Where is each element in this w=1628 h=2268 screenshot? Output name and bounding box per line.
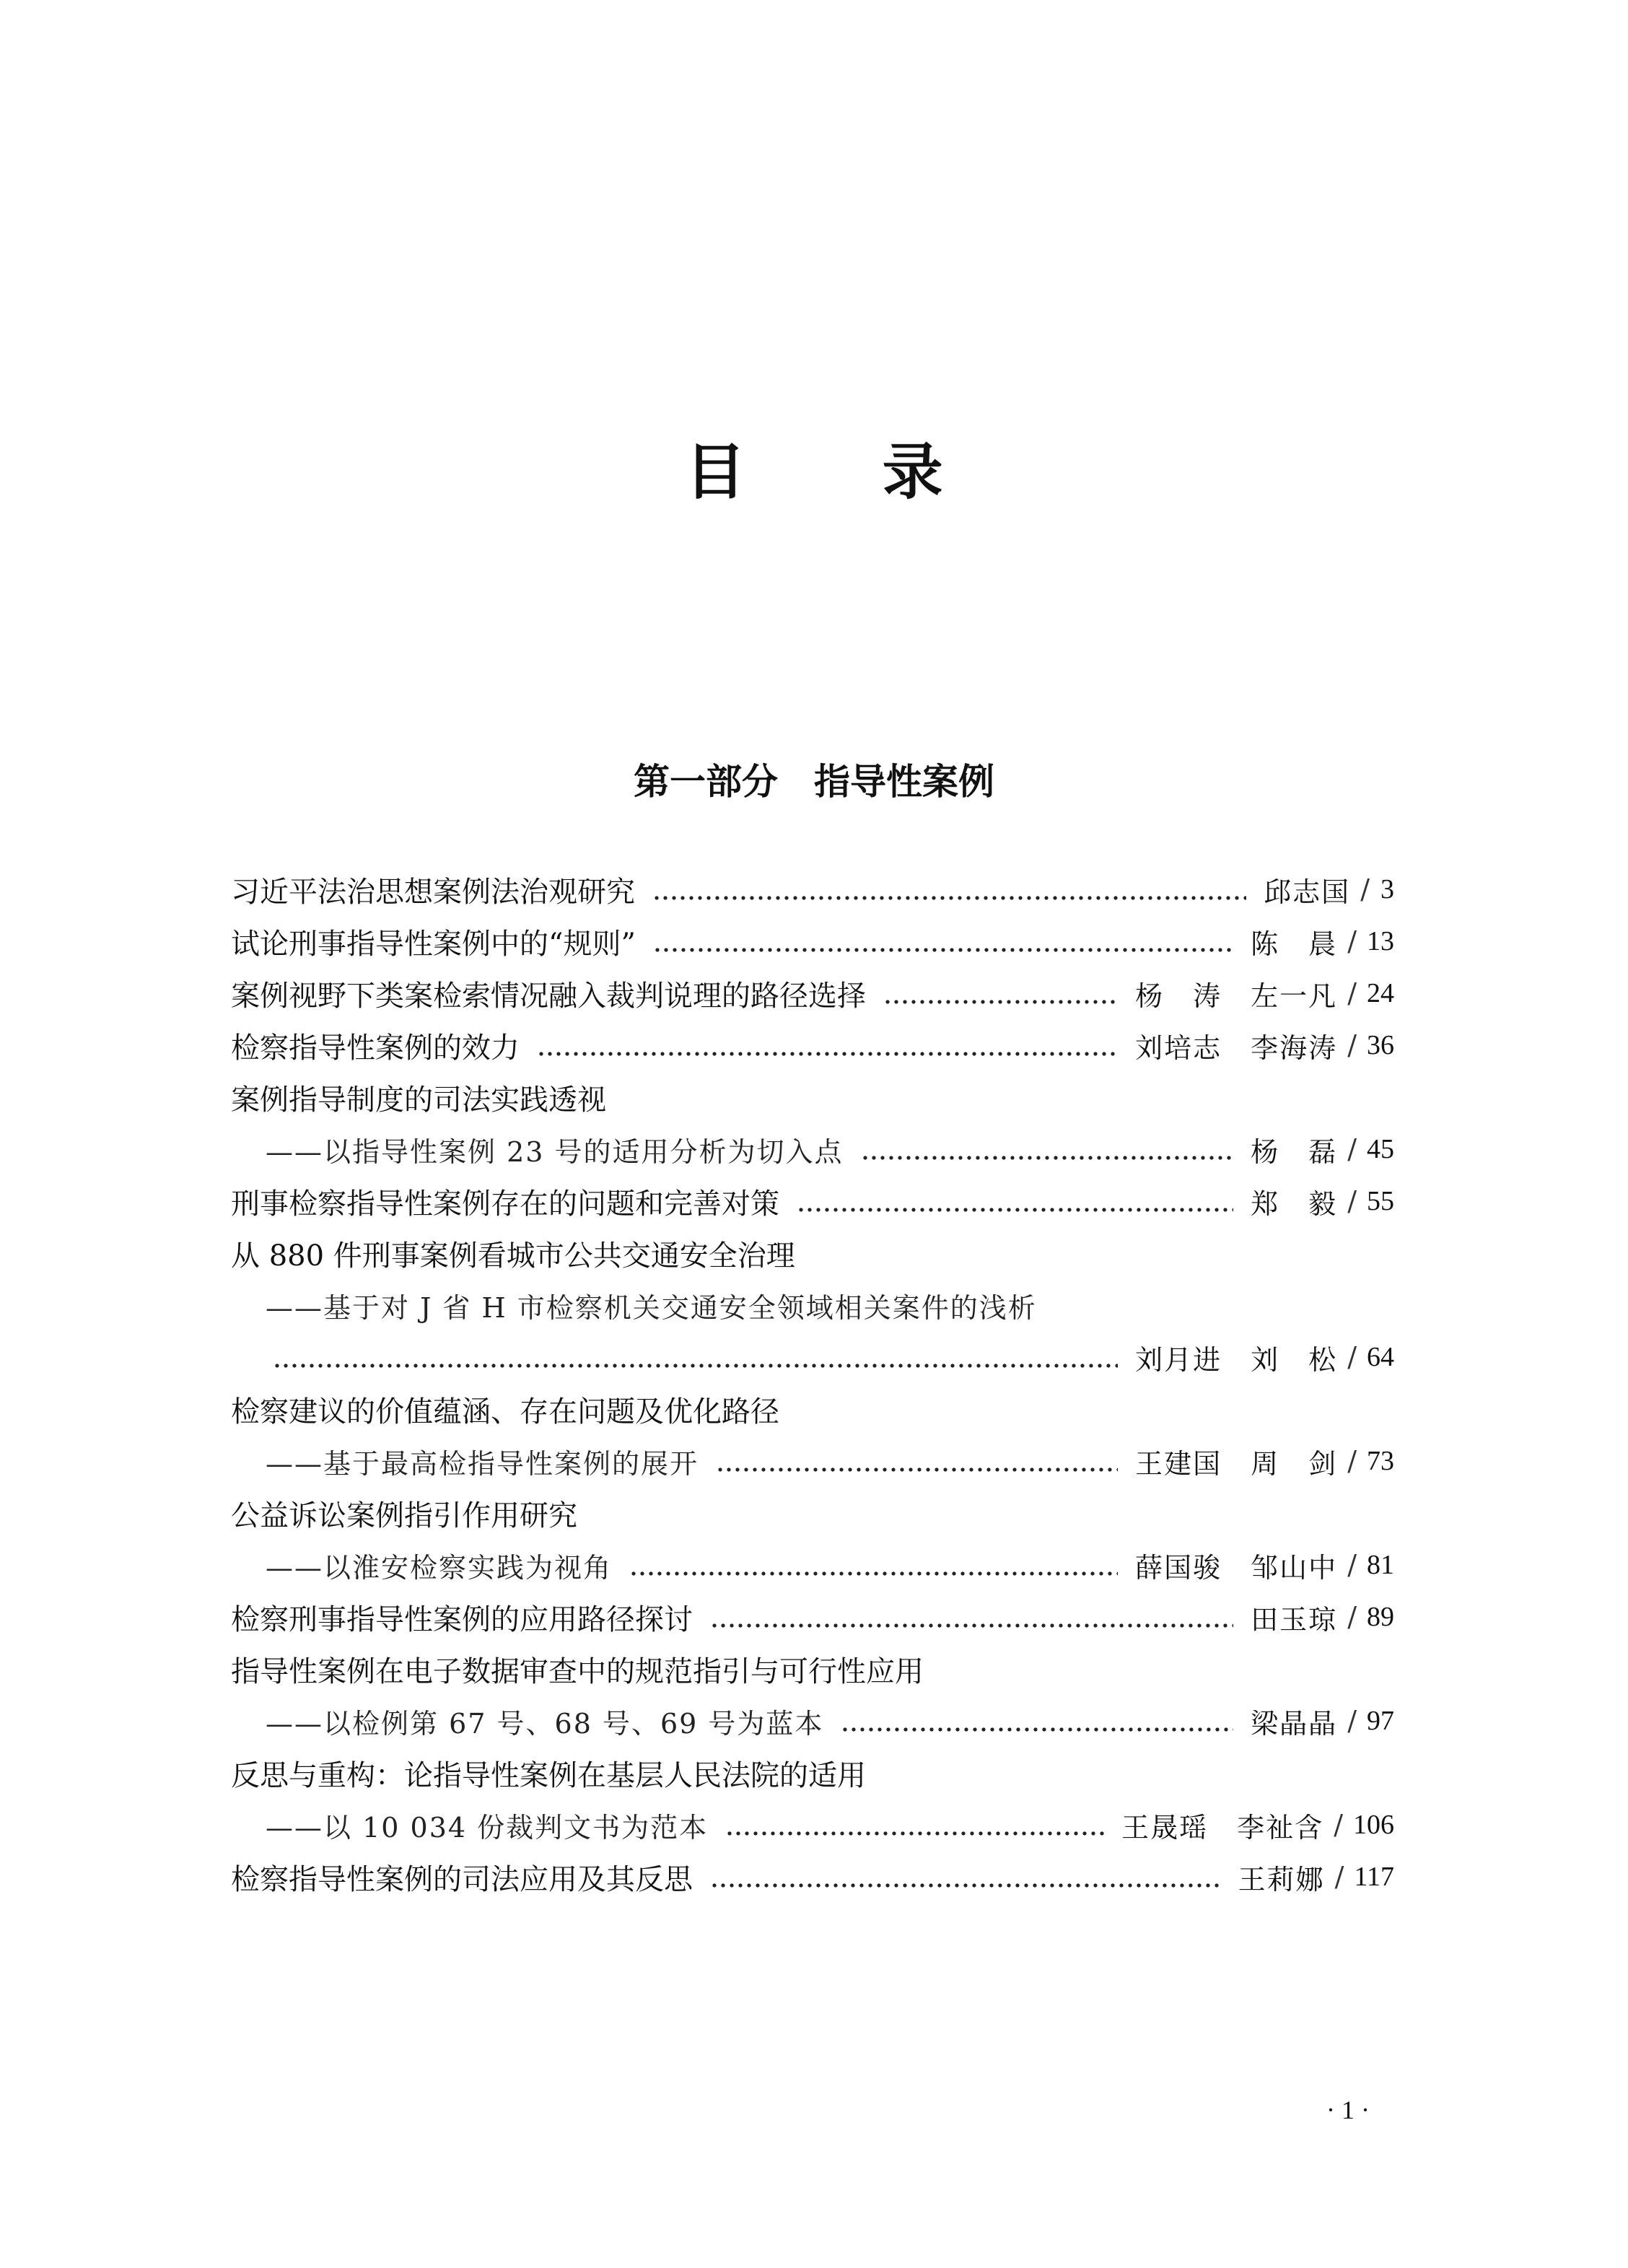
toc-entry-subtitle: ——以指导性案例 23 号的适用分析为切入点 xyxy=(266,1135,844,1168)
toc-entry-author: 梁晶晶 xyxy=(1251,1707,1338,1740)
toc-entry-page: 81 xyxy=(1367,1550,1394,1580)
dot-leader xyxy=(716,1447,1118,1475)
toc-separator: / xyxy=(1360,873,1370,905)
toc-entry-title: 反思与重构：论指导性案例在基层人民法院的适用 xyxy=(231,1758,866,1792)
toc-entry[interactable] xyxy=(231,1383,1394,1435)
toc-entry[interactable] xyxy=(231,1851,1394,1903)
toc-entry-page: 106 xyxy=(1353,1810,1394,1840)
toc-entry-author: 杨 磊 xyxy=(1251,1135,1338,1168)
toc-entry-author: 田玉琼 xyxy=(1251,1603,1338,1636)
toc-entry-page: 45 xyxy=(1367,1134,1394,1164)
toc-separator: / xyxy=(1347,1133,1357,1165)
toc-entry-subtitle: ——基于最高检指导性案例的展开 xyxy=(266,1447,699,1480)
toc-entry-subtitle: ——以淮安检察实践为视角 xyxy=(266,1551,613,1584)
table-of-contents xyxy=(231,863,1394,1903)
toc-entry-title: 检察指导性案例的司法应用及其反思 xyxy=(231,1862,693,1896)
toc-entry-subtitle-line[interactable] xyxy=(231,1695,1394,1747)
toc-entry-author: 薛国骏 邹山中 xyxy=(1135,1551,1338,1584)
toc-entry-title: 从 880 件刑事案例看城市公共交通安全治理 xyxy=(231,1239,795,1273)
dot-leader xyxy=(883,979,1118,1008)
toc-entry-page: 64 xyxy=(1367,1342,1394,1372)
toc-entry[interactable] xyxy=(231,863,1394,915)
toc-entry-page: 117 xyxy=(1354,1862,1394,1892)
dot-leader xyxy=(710,1862,1221,1891)
toc-entry-author: 王建国 周 剑 xyxy=(1135,1447,1338,1480)
toc-entry[interactable] xyxy=(231,1591,1394,1643)
toc-entry[interactable] xyxy=(231,1071,1394,1123)
toc-separator: / xyxy=(1347,1601,1357,1633)
dot-leader xyxy=(841,1706,1233,1735)
toc-entry-author: 陈 晨 xyxy=(1251,928,1338,960)
toc-separator: / xyxy=(1347,1445,1357,1477)
toc-separator: / xyxy=(1347,1029,1357,1061)
toc-entry[interactable] xyxy=(231,1487,1394,1539)
toc-entry-author: 邱志国 xyxy=(1264,876,1351,908)
toc-entry-title: 公益诉讼案例指引作用研究 xyxy=(231,1499,577,1532)
toc-entry[interactable] xyxy=(231,1019,1394,1071)
toc-entry-page: 97 xyxy=(1367,1706,1394,1736)
toc-separator: / xyxy=(1347,1705,1357,1737)
toc-entry-subtitle: ——基于对 J 省 H 市检察机关交通安全领域相关案件的浅析 xyxy=(266,1291,1037,1324)
section-heading: 第一部分 指导性案例 xyxy=(634,760,994,803)
dot-leader xyxy=(725,1810,1104,1839)
toc-entry-page: 55 xyxy=(1367,1186,1394,1216)
toc-entry-subtitle: ——以检例第 67 号、68 号、69 号为蓝本 xyxy=(266,1707,824,1740)
toc-entry-author: 杨 涛 左一凡 xyxy=(1135,980,1338,1012)
toc-entry-page: 3 xyxy=(1380,874,1394,904)
toc-entry-title: 检察刑事指导性案例的应用路径探讨 xyxy=(231,1602,693,1636)
toc-separator: / xyxy=(1347,977,1357,1009)
page-title: 目 录 xyxy=(685,436,1001,507)
toc-entry-author: 王莉娜 xyxy=(1238,1863,1325,1896)
dot-leader xyxy=(861,1135,1234,1164)
toc-entry-author: 郑 毅 xyxy=(1251,1187,1338,1220)
toc-separator: / xyxy=(1347,1341,1357,1373)
toc-entry-title: 试论刑事指导性案例中的“规则” xyxy=(231,927,636,961)
toc-separator: / xyxy=(1334,1861,1344,1893)
dot-leader xyxy=(652,875,1246,904)
toc-entry-title: 检察指导性案例的效力 xyxy=(231,1031,520,1065)
toc-separator: / xyxy=(1347,925,1357,957)
dot-leader xyxy=(653,927,1233,956)
toc-entry[interactable] xyxy=(231,1643,1394,1695)
toc-entry-title: 案例视野下类案检索情况融入裁判说理的路径选择 xyxy=(231,979,866,1013)
toc-entry-title: 指导性案例在电子数据审查中的规范指引与可行性应用 xyxy=(231,1654,924,1688)
toc-entry-title: 习近平法治思想案例法治观研究 xyxy=(231,875,635,909)
toc-entry-author: 刘月进 刘 松 xyxy=(1135,1343,1338,1376)
toc-entry-title: 检察建议的价值蕴涵、存在问题及优化路径 xyxy=(231,1395,779,1429)
toc-entry-subtitle-line[interactable] xyxy=(231,1799,1394,1851)
dot-leader xyxy=(710,1602,1233,1631)
toc-entry-title: 刑事检察指导性案例存在的问题和完善对策 xyxy=(231,1187,779,1221)
toc-separator: / xyxy=(1347,1549,1357,1581)
page-number: · 1 · xyxy=(1326,2095,1370,2124)
toc-entry-continuation[interactable] xyxy=(231,1331,1394,1383)
toc-entry-page: 73 xyxy=(1367,1446,1394,1476)
toc-entry-page: 24 xyxy=(1367,978,1394,1008)
toc-entry-subtitle-line[interactable] xyxy=(231,1123,1394,1175)
toc-entry-author: 王晟瑶 李祉含 xyxy=(1121,1811,1324,1844)
toc-entry[interactable] xyxy=(231,1747,1394,1799)
toc-entry-page: 89 xyxy=(1367,1602,1394,1632)
toc-entry-page: 36 xyxy=(1367,1030,1394,1060)
toc-entry-author: 刘培志 李海涛 xyxy=(1135,1031,1338,1064)
toc-entry[interactable] xyxy=(231,1175,1394,1227)
toc-separator: / xyxy=(1334,1809,1343,1841)
toc-entry-subtitle-line[interactable] xyxy=(231,1279,1394,1331)
toc-entry[interactable] xyxy=(231,915,1394,967)
toc-entry[interactable] xyxy=(231,1227,1394,1279)
toc-entry-subtitle: ——以 10 034 份裁判文书为范本 xyxy=(266,1811,709,1844)
toc-entry[interactable] xyxy=(231,967,1394,1019)
toc-separator: / xyxy=(1347,1185,1357,1217)
toc-entry-title: 案例指导制度的司法实践透视 xyxy=(231,1083,606,1117)
dot-leader xyxy=(537,1031,1118,1060)
toc-entry-page: 13 xyxy=(1367,926,1394,956)
toc-entry-subtitle-line[interactable] xyxy=(231,1435,1394,1487)
dot-leader xyxy=(273,1343,1118,1371)
dot-leader xyxy=(629,1550,1118,1579)
toc-entry-subtitle-line[interactable] xyxy=(231,1539,1394,1591)
dot-leader xyxy=(797,1187,1233,1216)
